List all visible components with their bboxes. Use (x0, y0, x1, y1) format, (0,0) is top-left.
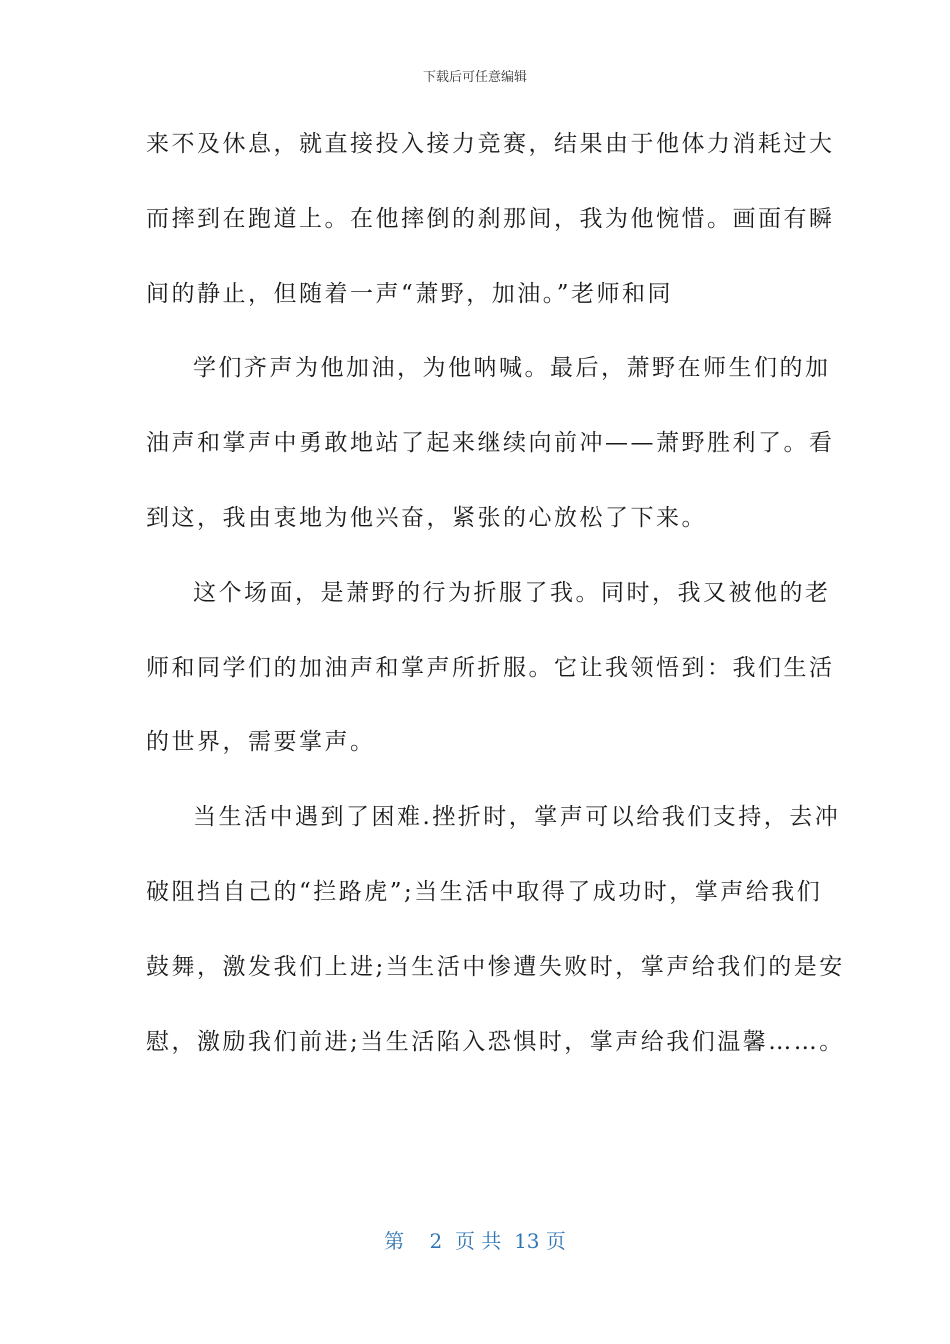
body-line: 师和同学们的加油声和掌声所折服。它让我领悟到：我们生活 (146, 655, 835, 681)
body-line: 而摔到在跑道上。在他摔倒的刹那间，我为他惋惜。画面有瞬 (146, 206, 835, 232)
body-line: 到这，我由衷地为他兴奋，紧张的心放松了下来。 (146, 505, 707, 531)
page-current: 2 (429, 1229, 443, 1253)
body-line: 破阻挡自己的“拦路虎”;当生活中取得了成功时，掌声给我们 (146, 879, 823, 905)
paragraph-start-line: 当生活中遇到了困难.挫折时，掌声可以给我们支持，去冲 (193, 804, 841, 830)
page-label-middle: 页 共 (455, 1229, 502, 1253)
paragraph-start-line: 这个场面，是萧野的行为折服了我。同时，我又被他的老 (193, 580, 831, 606)
paragraph-start-line: 学们齐声为他加油，为他呐喊。最后，萧野在师生们的加 (193, 355, 831, 381)
page-total: 13 (514, 1229, 540, 1253)
page-label-suffix: 页 (545, 1229, 566, 1253)
body-line: 鼓舞，激发我们上进;当生活中惨遭失败时，掌声给我们的是安 (146, 954, 845, 980)
page-footer (0, 1225, 950, 1254)
page-label-prefix: 第 (384, 1229, 405, 1253)
body-line: 来不及休息，就直接投入接力竞赛，结果由于他体力消耗过大 (146, 131, 835, 157)
body-line: 油声和掌声中勇敢地站了起来继续向前冲——萧野胜利了。看 (146, 430, 835, 456)
body-line: 的世界，需要掌声。 (146, 729, 376, 755)
body-line: 间的静止，但随着一声“萧野，加油。”老师和同 (146, 281, 674, 307)
body-line: 慰，激励我们前进;当生活陷入恐惧时，掌声给我们温馨……。 (146, 1029, 845, 1055)
page-header: 下载后可任意编辑 (422, 70, 527, 85)
